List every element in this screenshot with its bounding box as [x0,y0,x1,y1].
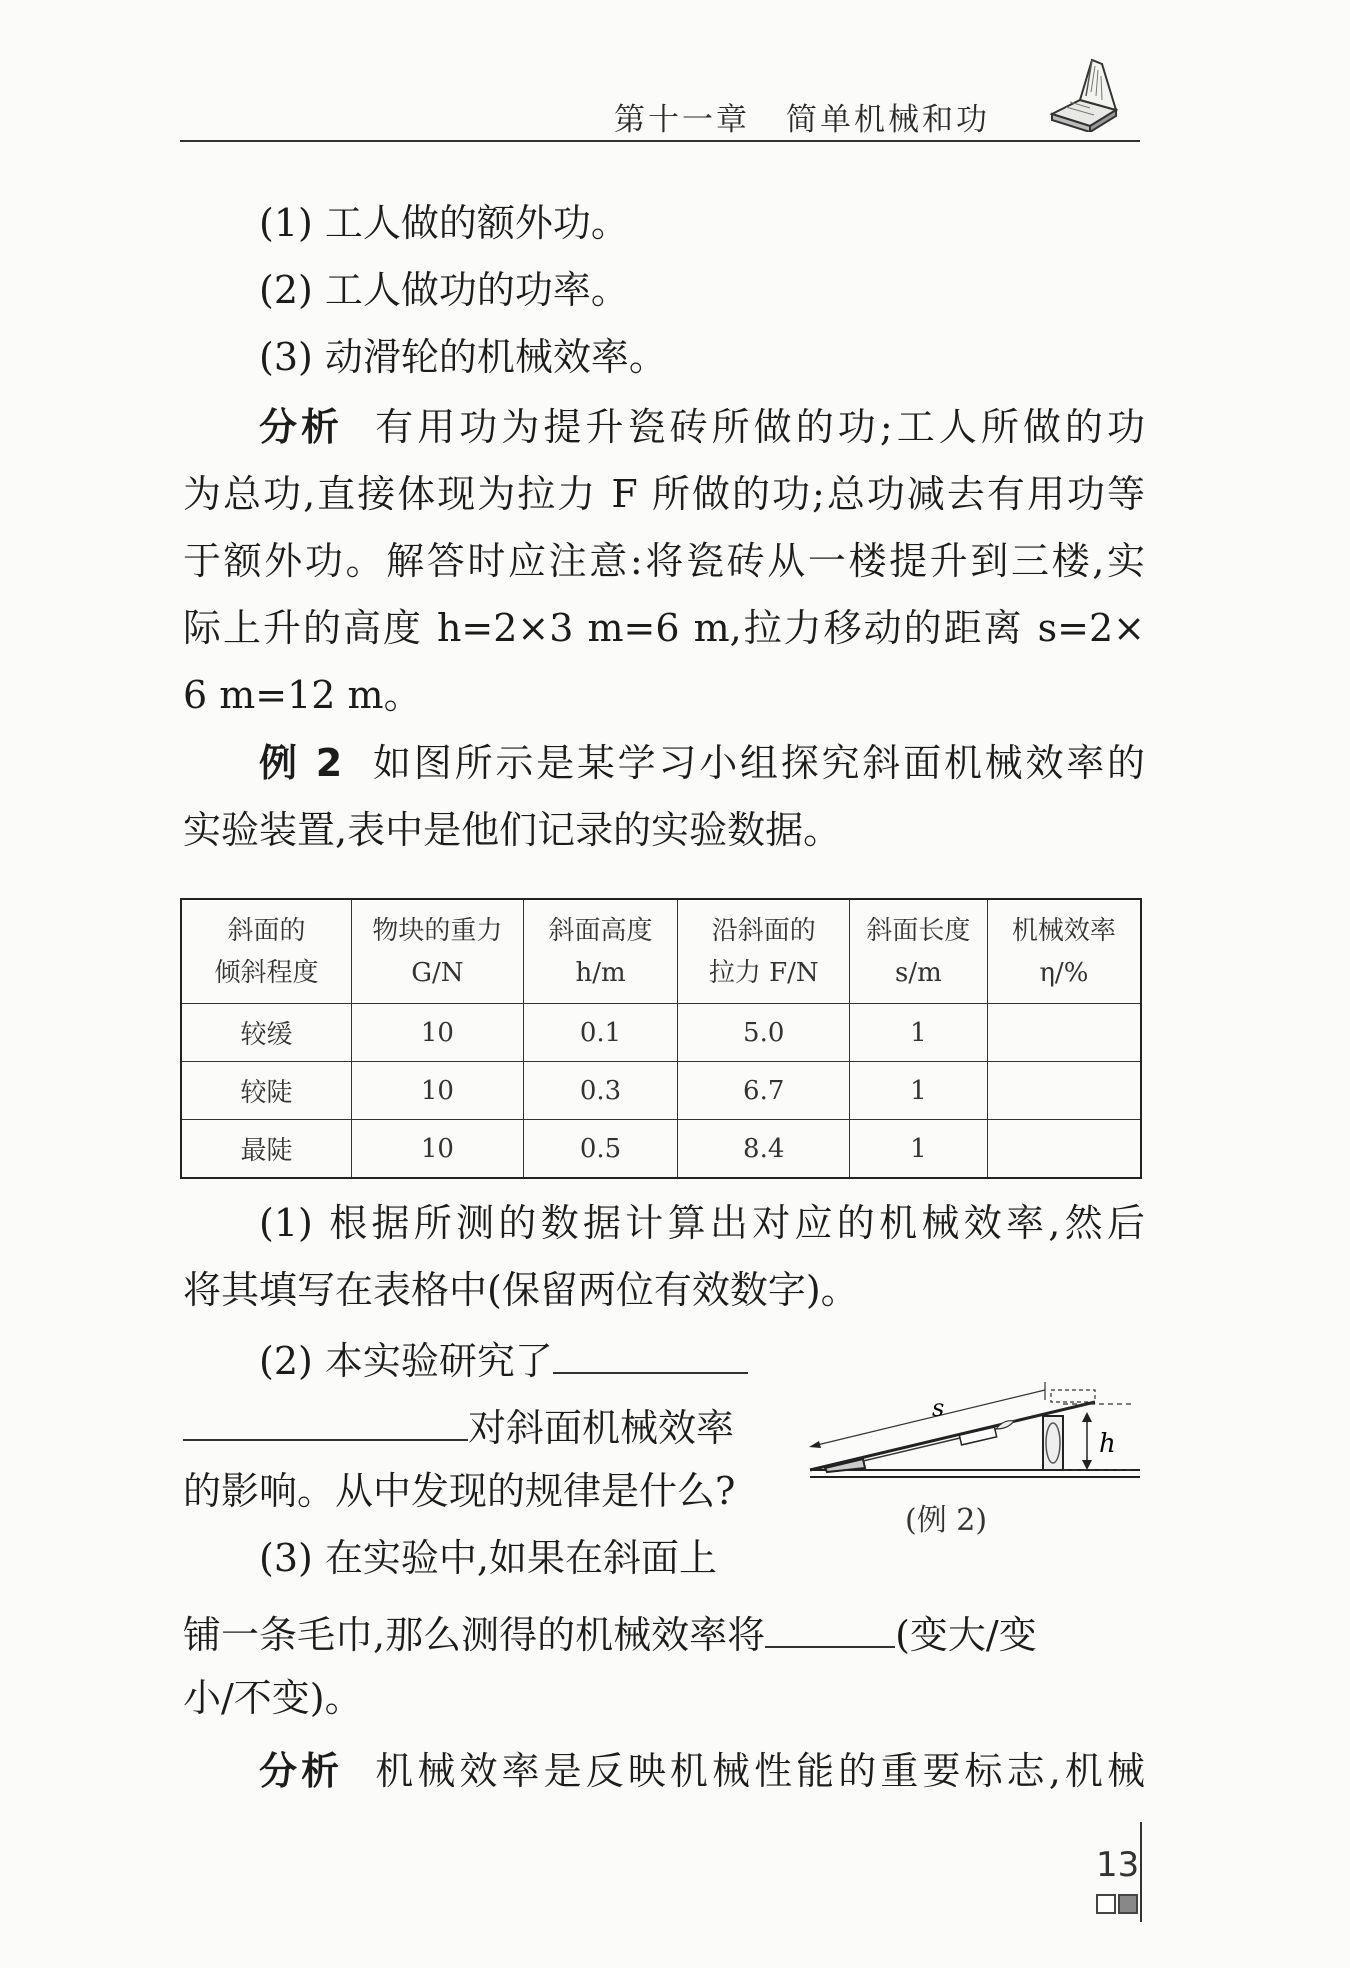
length-arrow [813,1390,1045,1446]
table-cell: 1 [850,1062,988,1120]
running-header [180,92,1140,142]
table-cell: 1 [850,1004,988,1062]
q3-block [183,1598,1145,1732]
table-cell: 1 [850,1120,988,1179]
table-cell: 6.7 [678,1062,850,1120]
analysis1-line3: 于额外功。解答时应注意:将瓷砖从一楼提升到三楼,实 [183,539,1145,583]
analysis1-line1 [183,394,1145,461]
experiment-table [180,898,1142,1179]
analysis1-line5: 6 m=12 m。 [183,673,422,717]
header-length: 斜面长度 s/m [850,899,988,1004]
q2-line2 [183,1391,783,1458]
chapter-title: 简单机械和功 [786,102,990,138]
table-cell: 10 [352,1120,524,1179]
header-text [614,94,990,139]
q2-blank[interactable] [553,1324,748,1374]
q2-block [183,1324,783,1592]
example2-text1: 如图所示是某学习小组探究斜面机械效率的 [370,741,1145,785]
analysis1-label: 分析 [259,405,344,449]
q3-line1: (3) 在实验中,如果在斜面上 [259,1536,717,1580]
string [863,1438,960,1461]
page-square-filled [1118,1894,1138,1914]
table-cell-empty [987,1120,1141,1179]
chapter-number: 第十一章 [614,102,750,138]
table-cell: 5.0 [678,1004,850,1062]
example2-line2: 实验装置,表中是他们记录的实验数据。 [183,808,842,852]
analysis2-label: 分析 [259,1749,344,1793]
analysis1-text1: 有用功为提升瓷砖所做的功;工人所做的功 [371,405,1145,449]
example2-label: 例 2 [259,741,343,785]
table-cell: 0.1 [523,1004,678,1062]
example2-block [183,730,1145,864]
header-weight: 物块的重力 G/N [352,899,524,1004]
q3-text3: (变大/变 [895,1613,1037,1657]
table-cell: 0.5 [523,1120,678,1179]
q2-blank-cont[interactable] [183,1391,468,1441]
header-rule [180,140,1140,142]
table-row [181,1062,1141,1120]
analysis1-line4: 际上升的高度 h=2×3 m=6 m,拉力移动的距离 s=2× [183,606,1145,650]
header-pull-force: 沿斜面的 拉力 F/N [678,899,850,1004]
table-cell: 0.3 [523,1062,678,1120]
analysis2-text1: 机械效率是反映机械性能的重要标志,机械 [371,1749,1145,1793]
questions-top [183,190,1145,391]
page-square-empty [1096,1894,1116,1914]
q3-line3: 小/不变)。 [183,1676,363,1720]
analysis2-line1 [183,1738,1145,1805]
table-cell: 10 [352,1062,524,1120]
q3-blank[interactable] [765,1598,895,1648]
table-cell: 10 [352,1004,524,1062]
table-cell: 8.4 [678,1120,850,1179]
label-h: h [1099,1429,1116,1459]
figure-caption: (例 2) [905,1503,988,1538]
table-cell-empty [987,1004,1141,1062]
header-incline: 斜面的 倾斜程度 [181,899,352,1004]
analysis-block-1 [183,394,1145,729]
q2-line1 [183,1324,783,1391]
table-cell: 较陡 [181,1062,352,1120]
analysis-block-2 [183,1738,1145,1805]
label-s: s [932,1394,945,1422]
table-header-row [181,899,1141,1004]
table-cell: 较缓 [181,1004,352,1062]
question-2: (2) 工人做功的功率。 [259,268,629,312]
question-3: (3) 动滑轮的机械效率。 [259,335,667,379]
q2-text2: 对斜面机械效率 [468,1406,735,1450]
q1-line1: (1) 根据所测的数据计算出对应的机械效率,然后 [259,1201,1145,1245]
q2-line3: 的影响。从中发现的规律是什么? [183,1469,736,1513]
table-cell-empty [987,1062,1141,1120]
page-number-rule [1140,1822,1142,1922]
q1-line2: 将其填写在表格中(保留两位有效数字)。 [183,1268,859,1312]
header-efficiency: 机械效率 η/% [987,899,1141,1004]
table-cell: 最陡 [181,1120,352,1179]
q3-line2 [183,1598,1145,1665]
page-number: 13 [1096,1845,1140,1885]
analysis1-line2: 为总功,直接体现为拉力 F 所做的功;总功减去有用功等 [183,472,1145,516]
book-icon [1042,52,1122,132]
q3-text2: 铺一条毛巾,那么测得的机械效率将 [183,1613,766,1657]
table-row [181,1120,1141,1179]
example2-line1 [183,730,1145,797]
q1-block [183,1190,1145,1324]
table-row [181,1004,1141,1062]
question-1: (1) 工人做的额外功。 [259,201,629,245]
header-height: 斜面高度 h/m [523,899,678,1004]
q2-text1: (2) 本实验研究了 [259,1339,553,1383]
